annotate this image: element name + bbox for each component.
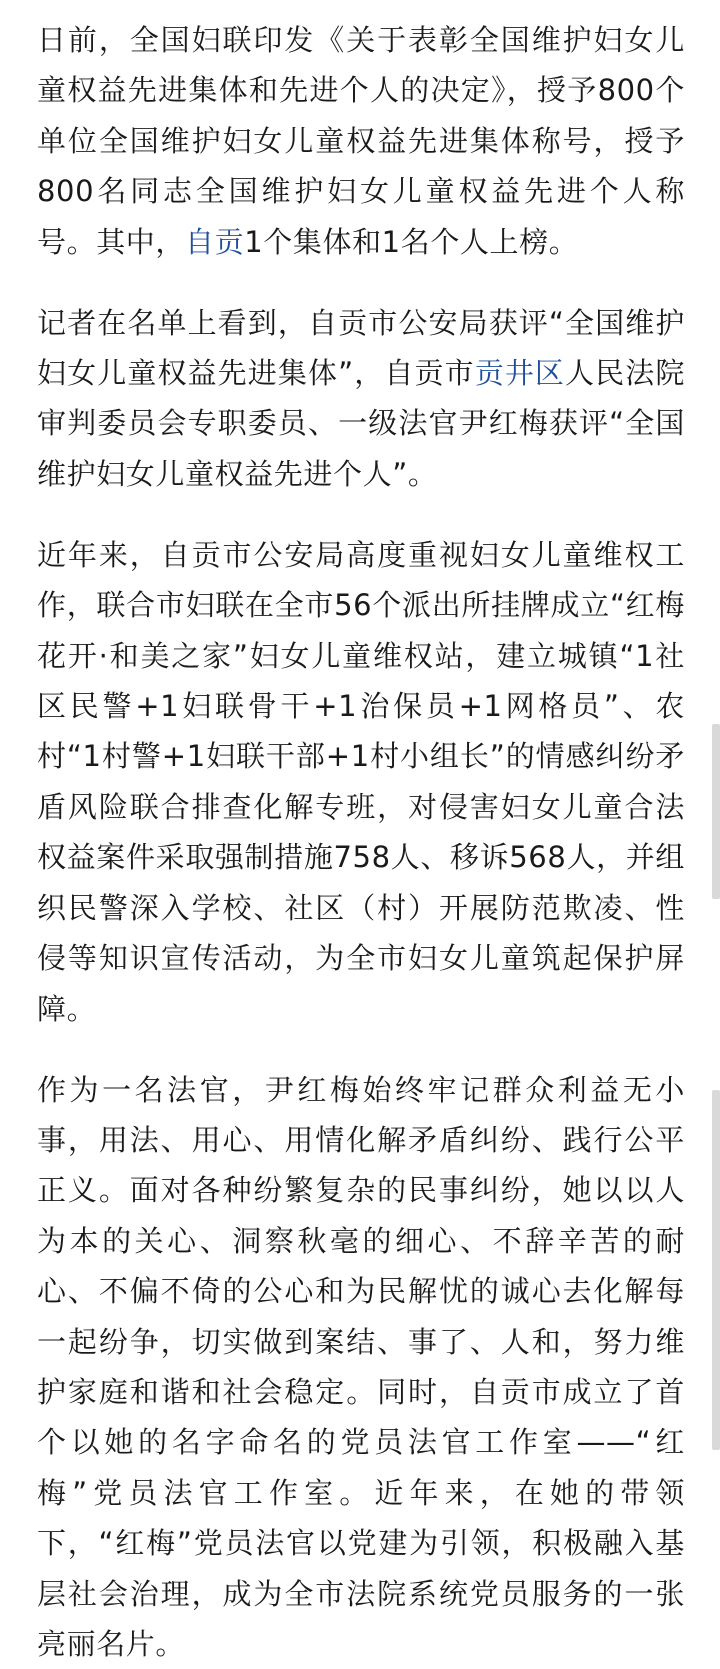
paragraph-4: 作为一名法官，尹红梅始终牢记群众利益无小事，用法、用心、用情化解矛盾纠纷、践行公平正义。面对各种纷繁复杂的民事纠纷，她以以人为本的关心、洞察秋毫的细心、不辞辛苦的耐心、不偏不倚的公心和为民解忧的诚心去化解每一起纷争，切实做到案结、事了、人和，努力维护家庭和谐和社会稳定。同时，自贡市成立了首个以她的名字命名的党员法官工作室——“红梅”党员法官工作室。近年来，在她的带领下，“红梅”党员法官以党建为引领，积极融入基层社会治理，成为全市法院系统党员服务的一张亮丽名片。	[37, 1065, 685, 1669]
scrollbar-segment-lower[interactable]	[712, 1090, 720, 1450]
link-zigong[interactable]: 自贡	[185, 225, 244, 259]
paragraph-2-text-a: 记者在名单上看到，自贡市公安局获评“全国维护妇女儿童权益先进集体”，自贡市	[37, 306, 685, 390]
paragraph-2	[37, 298, 685, 500]
article-body	[37, 15, 685, 1669]
scrollbar-segment-upper[interactable]	[712, 724, 720, 899]
paragraph-3: 近年来，自贡市公安局高度重视妇女儿童维权工作，联合市妇联在全市56个派出所挂牌成立“红梅花开·和美之家”妇女儿童维权站，建立城镇“1社区民警+1妇联骨干+1治保员+1网格员”、农村“1村警+1妇联干部+1村小组长”的情感纠纷矛盾风险联合排查化解专班，对侵害妇女儿童合法权益案件采取强制措施758人、移诉568人，并组织民警深入学校、社区（村）开展防范欺凌、性侵等知识宣传活动，为全市妇女儿童筑起保护屏障。	[37, 530, 685, 1034]
paragraph-1-text-b: 1个集体和1名个人上榜。	[244, 225, 578, 259]
paragraph-1-text-a: 日前，全国妇联印发《关于表彰全国维护妇女儿童权益先进集体和先进个人的决定》，授予800个单位全国维护妇女儿童权益先进集体称号，授予800名同志全国维护妇女儿童权益先进个人称号。其中，	[37, 23, 685, 259]
paragraph-1	[37, 15, 685, 267]
paragraph-2-text-b: 人民法院审判委员会专职委员、一级法官尹红梅获评“全国维护妇女儿童权益先进个人”。	[37, 356, 685, 491]
link-gongjing-district[interactable]: 贡井区	[475, 356, 565, 390]
